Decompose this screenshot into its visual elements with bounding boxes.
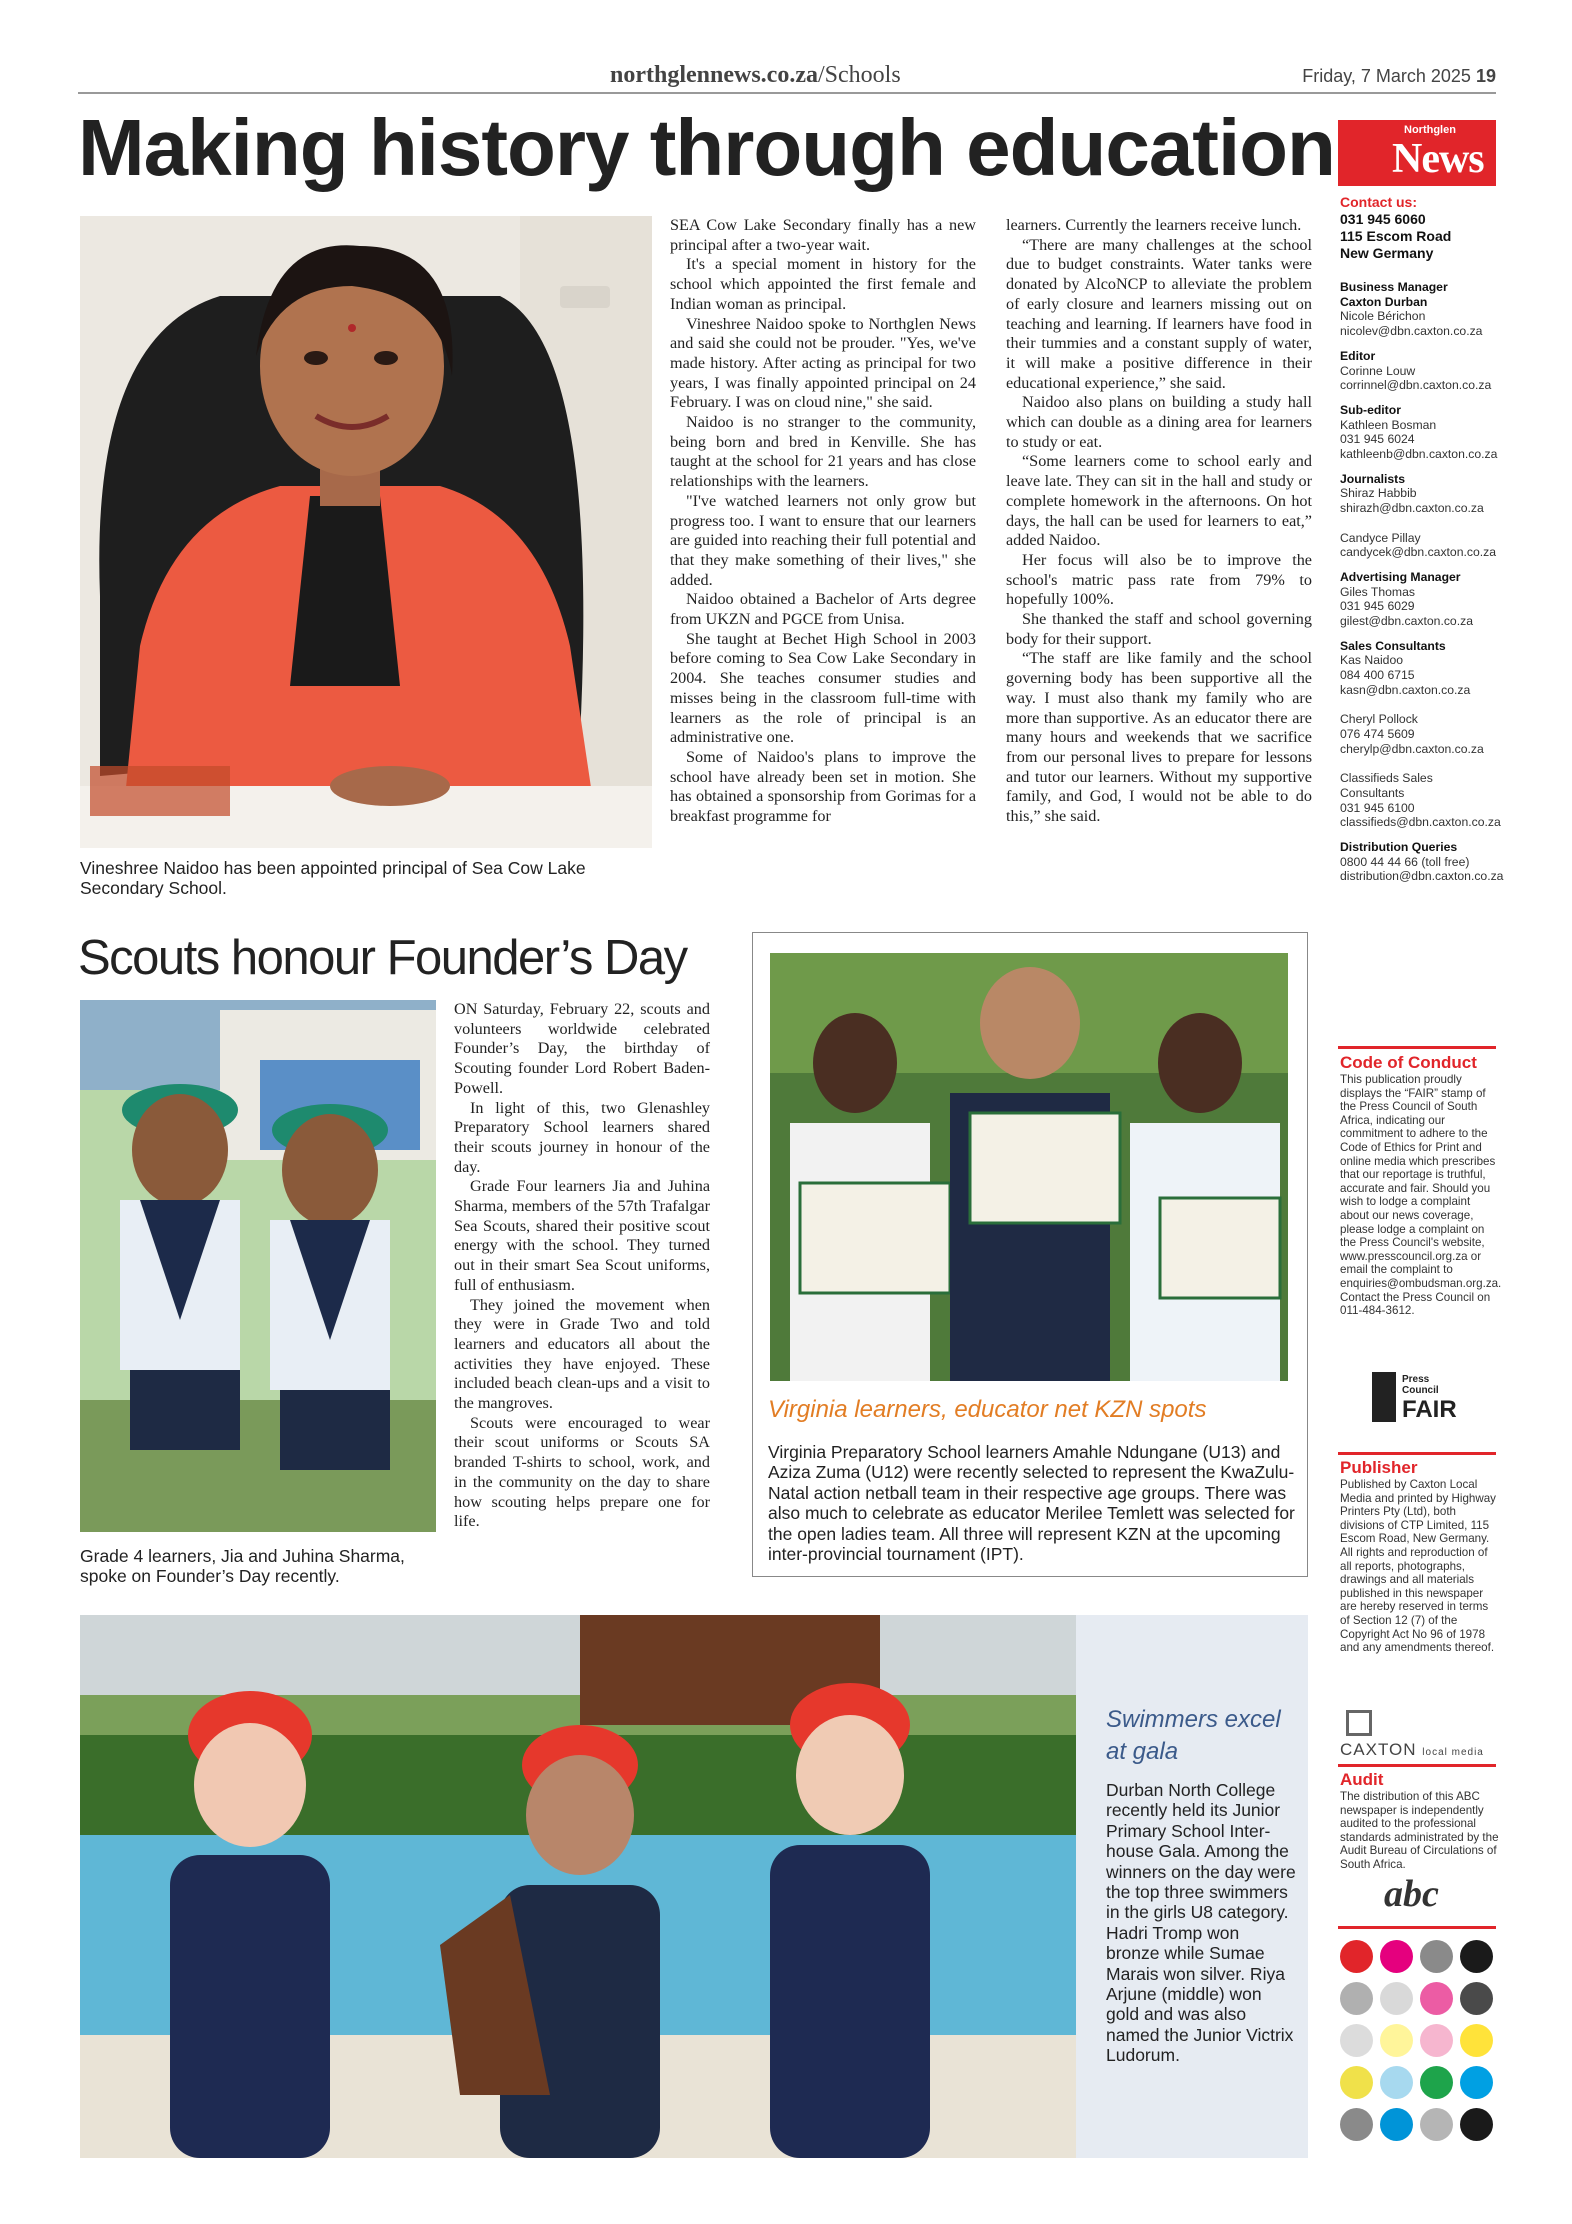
color-swatch <box>1460 2108 1493 2141</box>
staff-line: Cheryl Pollock <box>1340 712 1418 727</box>
swimmers-body: Durban North College recently held its Junior Primary School Inter-house Gala. Among the winners on the day were the top three swimmers in the girls U8 category. Hadri Tromp won bronze while Sumae Marais won silver. Riya Arjune (middle) won gold and was also named the Junior Victrix Ludorum. <box>1106 1780 1296 2066</box>
color-swatch <box>1340 1940 1373 1973</box>
lead-paragraph: “Some learners come to school early and leave late. They can sit in the hall and study or complete homework in the afternoons. On hot days, the hall can be used for learners to eat,” added Naidoo. <box>1006 452 1312 550</box>
color-swatch <box>1460 2024 1493 2057</box>
staff-entry <box>1340 403 1500 462</box>
staff-line: 0800 44 44 66 (toll free) <box>1340 854 1470 869</box>
staff-line: Classifieds Sales Consultants <box>1340 771 1433 800</box>
caxton-logo-text <box>1340 1740 1484 1760</box>
staff-role: Business Manager <box>1340 280 1448 294</box>
section-label: /Schools <box>817 62 901 88</box>
swimmers-photo <box>80 1615 1076 2158</box>
scouts-paragraph: In light of this, two Glenashley Preparatory School learners shared their scouts journey in honour of the day. <box>454 1098 710 1176</box>
lead-paragraph: It's a special moment in history for the school which appointed the first female and Indian woman as principal. <box>670 255 976 313</box>
conduct-text: This publication proudly displays the “FAIR” stamp of the Press Council of South Africa, indicating our commitment to adhere to the Code of Ethics for Print and online media which prescribes that our reportage is truthful, accurate and fair. Should you wish to lodge a complaint about our news coverage, please lodge a complaint on the Press Council's website, www.presscouncil.org.za or email the complaint to enquiries@ombudsman.org.za. Contact the Press Council on 011-484-3612. <box>1340 1073 1502 1318</box>
color-registration-bar <box>1340 1940 1500 2160</box>
staff-org: Caxton Durban <box>1340 294 1428 309</box>
contact-address-1: 115 Escom Road <box>1340 228 1452 244</box>
staff-line: 084 400 6715 <box>1340 668 1415 683</box>
site-banner <box>610 62 901 89</box>
staff-line: 031 945 6024 <box>1340 432 1415 447</box>
color-swatch <box>1420 1982 1453 2015</box>
staff-line: Candyce Pillay <box>1340 530 1421 545</box>
contact-address-2: New Germany <box>1340 245 1434 261</box>
color-swatch <box>1380 2066 1413 2099</box>
color-swatch <box>1340 2108 1373 2141</box>
staff-line: Kathleen Bosman <box>1340 417 1437 432</box>
scouts-paragraph: Scouts were encouraged to wear their scout uniforms or Scouts SA branded T-shirts to school, work, and in the community on the day to share how scouting helps prepare one for life. <box>454 1413 710 1531</box>
color-swatch <box>1420 2024 1453 2057</box>
color-swatch <box>1460 1982 1493 2015</box>
scouts-paragraph: ON Saturday, February 22, scouts and volunteers worldwide celebrated Founder’s Day, the birthday of Scouting founder Lord Robert Baden-Powell. <box>454 1000 710 1097</box>
staff-role: Sales Consultants <box>1340 638 1446 653</box>
staff-line: 076 474 5609 <box>1340 726 1415 741</box>
staff-line: corrinnel@dbn.caxton.co.za <box>1340 378 1492 393</box>
color-swatch <box>1460 2066 1493 2099</box>
scouts-headline: Scouts honour Founder’s Day <box>78 931 687 985</box>
fair-stamp-icon <box>1372 1372 1396 1422</box>
audit-title: Audit <box>1340 1770 1384 1789</box>
sidebar-rule <box>1338 1764 1496 1767</box>
lead-paragraph: Naidoo also plans on building a study hall which can double as a dining area for learners to study or eat. <box>1006 393 1312 451</box>
staff-entry <box>1340 472 1500 560</box>
lead-paragraph: Vineshree Naidoo spoke to Northglen News and said she could not be prouder. "Yes, we've made history. After acting as principal for two years, I was finally appointed principal on 24 February. I was on cloud nine," she said. <box>670 314 976 412</box>
staff-role: Editor <box>1340 348 1376 363</box>
principal-caption: Vineshree Naidoo has been appointed principal of Sea Cow Lake Secondary School. <box>80 858 586 898</box>
date-text: Friday, 7 March 2025 <box>1302 66 1471 86</box>
staff-line: kathleenb@dbn.caxton.co.za <box>1340 447 1498 462</box>
sidebar-rule <box>1338 1926 1496 1929</box>
staff-role: Journalists <box>1340 471 1406 486</box>
color-swatch <box>1340 2066 1373 2099</box>
virginia-photo <box>770 953 1288 1381</box>
staff-entry <box>1340 349 1500 393</box>
staff-role: Distribution Queries <box>1340 839 1458 854</box>
header-rule <box>78 92 1496 94</box>
staff-role: Sub-editor <box>1340 402 1401 417</box>
staff-line: nicolev@dbn.caxton.co.za <box>1340 324 1483 339</box>
staff-line: cherylp@dbn.caxton.co.za <box>1340 741 1484 756</box>
scouts-column <box>454 1000 710 1532</box>
staff-entry <box>1340 839 1504 884</box>
color-swatch <box>1380 2108 1413 2141</box>
audit-text: The distribution of this ABC newspaper is independently audited to the professional standards administrated by the Audit Bureau of Circulations of South Africa. <box>1340 1790 1499 1871</box>
staff-line: candycek@dbn.caxton.co.za <box>1340 545 1497 560</box>
staff-line: 031 945 6100 <box>1340 800 1415 815</box>
color-swatch <box>1420 2066 1453 2099</box>
color-swatch <box>1380 1940 1413 1973</box>
color-swatch <box>1380 2024 1413 2057</box>
color-swatch <box>1460 1940 1493 1973</box>
sidebar-rule <box>1338 1452 1496 1455</box>
lead-headline: Making history through education <box>78 103 1335 192</box>
contact-block <box>1340 194 1500 262</box>
color-swatch <box>1340 1982 1373 2015</box>
lead-paragraph: “There are many challenges at the school due to budget constraints. Water tanks were donated by AlcoNCP to alleviate the problem of early closure and learners missing out on teaching and learning. If learners have food in their tummies and a constant supply of water, it will make a positive difference in their educational experience,” she said. <box>1006 235 1312 392</box>
site-url: northglennews.co.za <box>610 62 818 88</box>
staff-entry <box>1340 639 1500 830</box>
staff-line: gilest@dbn.caxton.co.za <box>1340 614 1473 629</box>
sidebar-rule <box>1338 1046 1496 1049</box>
swimmers-headline: Swimmers excel at gala <box>1106 1706 1281 1765</box>
scouts-paragraph: They joined the movement when they were in Grade Two and told learners and educators all about the activities they have enjoyed. These included beach clean-ups and a visit to the mangroves. <box>454 1295 710 1413</box>
fair-text: FAIR <box>1402 1396 1457 1423</box>
logo-big-text: News <box>1392 136 1484 182</box>
publisher-title: Publisher <box>1340 1458 1418 1477</box>
scouts-caption: Grade 4 learners, Jia and Juhina Sharma, spoke on Founder’s Day recently. <box>80 1546 405 1586</box>
principal-photo <box>80 216 652 848</box>
staff-line: Giles Thomas <box>1340 584 1415 599</box>
lead-paragraph: “The staff are like family and the school governing body has been supportive all the way. I must also thank my family who are more than supportive. As an educator there are many hours and weekends that we sacrifice from our personal lives to prepare for lessons and tutor our learners. Without my supportive family, and God, I would not be able to do this,” she said. <box>1006 649 1312 826</box>
staff-entry <box>1340 280 1500 339</box>
staff-line: distribution@dbn.caxton.co.za <box>1340 869 1504 884</box>
color-swatch <box>1420 2108 1453 2141</box>
lead-paragraph: Naidoo obtained a Bachelor of Arts degree from UKZN and PGCE from Unisa. <box>670 590 976 629</box>
lead-paragraph: "I've watched learners not only grow but progress too. I want to ensure that our learners are guided into reaching their full potential and that they make something of their lives," she added. <box>670 491 976 589</box>
issue-date <box>1302 66 1496 87</box>
staff-list <box>1340 280 1504 884</box>
caxton-sub: local media <box>1422 1747 1484 1758</box>
lead-paragraph: She thanked the staff and school governing body for their support. <box>1006 610 1312 648</box>
abc-logo: abc <box>1384 1873 1439 1915</box>
scouts-paragraph: Grade Four learners Jia and Juhina Sharma, members of the 57th Trafalgar Sea Scouts, shared their positive scout energy with the school. They turned out in their smart Sea Scout uniforms, full of enthusiasm. <box>454 1177 710 1294</box>
color-swatch <box>1340 2024 1373 2057</box>
page-number: 19 <box>1475 66 1496 86</box>
virginia-body: Virginia Preparatory School learners Amahle Ndungane (U13) and Aziza Zuma (U12) were recently selected to represent the KwaZulu-Natal action netball team in their respective age groups. There was also much to celebrate as educator Merilee Temlett was selected for the open ladies team. All three will represent KZN at the upcoming inter-provincial tournament (IPT). <box>768 1442 1295 1565</box>
lead-paragraph: Her focus will also be to improve the school's matric pass rate from 79% to hopefully 100%. <box>1006 550 1312 609</box>
lead-paragraph: Naidoo is no stranger to the community, being born and bred in Kenville. She has taught at the school for 21 years and has close relationships with the learners. <box>670 413 976 491</box>
contact-label: Contact us: <box>1340 194 1417 210</box>
staff-line: shirazh@dbn.caxton.co.za <box>1340 501 1484 516</box>
staff-line: 031 945 6029 <box>1340 599 1415 614</box>
staff-line: Corinne Louw <box>1340 363 1416 378</box>
lead-paragraph: learners. Currently the learners receive lunch. <box>1006 216 1302 234</box>
lead-paragraph: Some of Naidoo's plans to improve the school have already been set in motion. She has obtained a sponsorship from Gorimas for a breakfast programme for <box>670 747 976 826</box>
staff-line: Shiraz Habbib <box>1340 486 1417 501</box>
virginia-headline: Virginia learners, educator net KZN spots <box>768 1396 1207 1423</box>
color-swatch <box>1380 1982 1413 2015</box>
lead-paragraph: SEA Cow Lake Secondary finally has a new principal after a two-year wait. <box>670 216 976 254</box>
staff-line: Nicole Bérichon <box>1340 309 1426 324</box>
conduct-title: Code of Conduct <box>1340 1053 1477 1072</box>
contact-phone: 031 945 6060 <box>1340 211 1426 227</box>
staff-line: classifieds@dbn.caxton.co.za <box>1340 815 1501 830</box>
color-swatch <box>1420 1940 1453 1973</box>
scouts-photo <box>80 1000 436 1532</box>
staff-role: Advertising Manager <box>1340 569 1461 584</box>
lead-column-2 <box>1006 216 1312 827</box>
lead-paragraph: She taught at Bechet High School in 2003 before coming to Sea Cow Lake Secondary in 2004. She teaches consumer studies and misses being in the classroom full-time with learners as the role of principal is an administrative one. <box>670 629 976 747</box>
fair-small-text: Press Council <box>1402 1374 1439 1396</box>
staff-line: kasn@dbn.caxton.co.za <box>1340 682 1471 697</box>
caxton-logo-icon <box>1346 1710 1372 1736</box>
caxton-name: CAXTON <box>1340 1740 1417 1759</box>
lead-column-1 <box>670 216 976 827</box>
staff-line: Kas Naidoo <box>1340 653 1404 668</box>
publisher-text: Published by Caxton Local Media and printed by Highway Printers Pty (Ltd), both divisions of CTP Limited, 115 Escom Road, New Germany. All rights and reproduction of all reports, photographs, drawings and all materials published in this newspaper are hereby reserved in terms of Section 12 (7) of the Copyright Act No 96 of 1978 and any amendments thereof. <box>1340 1478 1496 1655</box>
staff-entry <box>1340 570 1500 629</box>
logo-small-text: Northglen <box>1404 124 1456 136</box>
